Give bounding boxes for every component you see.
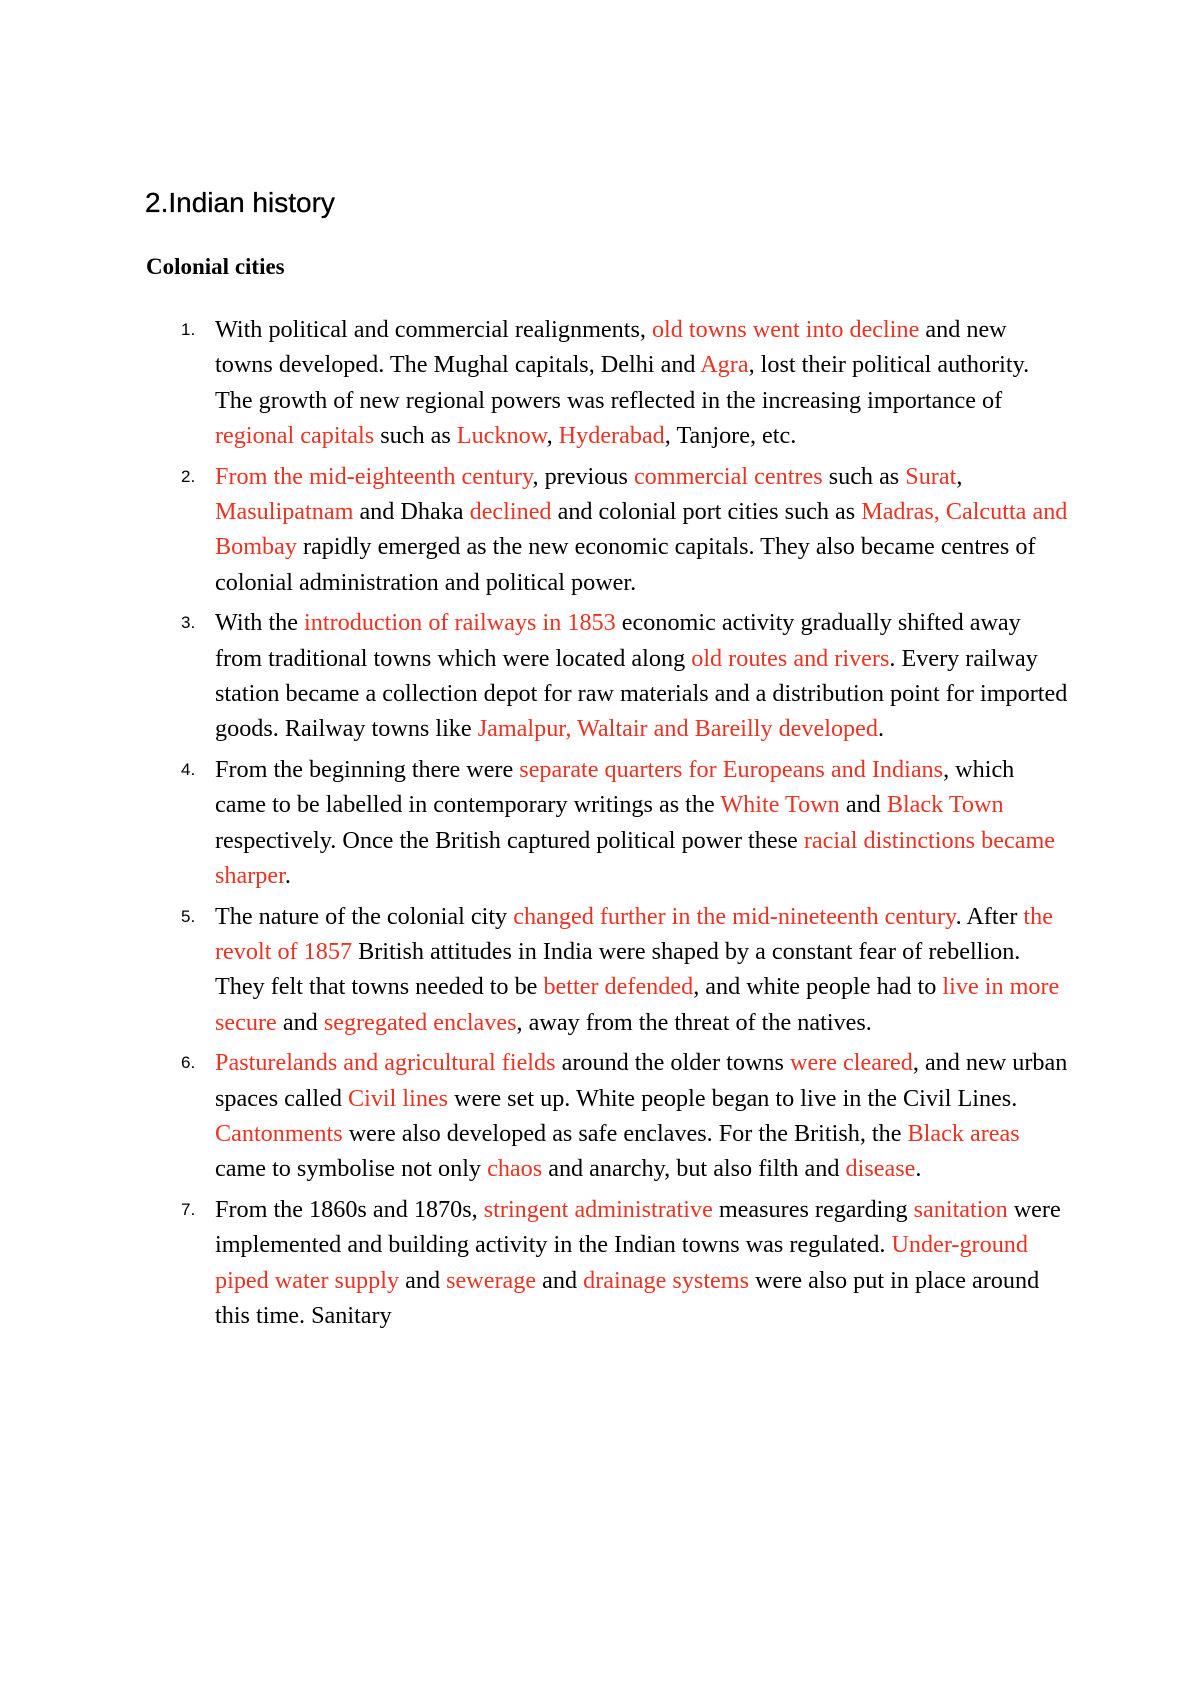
highlighted-text: Pasturelands and agricultural fields [215,1049,556,1077]
list-item [0,1045,1200,1187]
body-text: economic activity gradually shifted away from traditional towns which were located along [215,609,1021,672]
body-text: , lost their political authority. The growth of new regional powers was reflected in the increasing importance of [215,351,1030,414]
body-text: such as [822,462,906,490]
list-item-text [215,1049,1067,1182]
body-text: such as [374,422,457,450]
body-text: and [839,791,887,819]
highlighted-text: Cantonments [215,1119,343,1147]
body-text: , Tanjore, etc. [664,422,797,450]
list-item [0,605,1200,747]
body-text: The nature of the colonial city [215,902,514,930]
highlighted-text: Surat [905,462,957,490]
body-text: , and new urban spaces called [215,1049,1068,1112]
highlighted-text: stringent administrative [483,1195,713,1223]
section-heading: Colonial cities [146,254,285,279]
highlighted-text: were cleared [789,1049,913,1077]
list-item [0,752,1200,894]
body-text: , [956,462,963,490]
highlighted-text: commercial centres [633,462,823,490]
highlighted-text: live in more secure [215,973,1060,1036]
body-text: From the beginning there were [215,755,520,783]
body-text: . [915,1155,922,1183]
body-text: British attitudes in India were shaped by a constant fear of rebellion. They felt that towns needed to be [215,937,1021,1001]
list-item-text [215,463,1067,596]
body-text: were also developed as safe enclaves. For the British, the [342,1119,908,1147]
list-item [0,899,1200,1041]
highlighted-text: drainage systems [583,1266,750,1294]
list-item-number: 4. [181,759,196,779]
body-text: . After [955,902,1024,930]
body-text: rapidly emerged as the new economic capitals. They also became centres of colonial administration and political power. [215,533,1036,596]
body-text: came to symbolise not only [215,1155,488,1183]
highlighted-text: separate quarters for Europeans and Indians [519,755,944,783]
highlighted-text: Agra [700,351,749,379]
highlighted-text: changed further in the mid-nineteenth century [513,902,956,930]
highlighted-text: sewerage [446,1266,537,1294]
highlighted-text: sanitation [913,1195,1008,1223]
body-text: around the older towns [555,1049,790,1077]
highlighted-text: Lucknow [456,422,547,450]
body-text: . Every railway station became a collection depot for raw materials and a distribution point for imported goods. Railway towns like [215,644,1068,743]
highlighted-text: Hyderabad [558,422,665,450]
list-item-text [215,756,1055,889]
highlighted-text: chaos [487,1155,543,1183]
body-text: , away from the threat of the natives. [516,1008,872,1036]
highlighted-text: Jamalpur, Waltair and Bareilly developed [477,715,878,743]
list-item [0,312,1200,454]
highlighted-text: old towns went into decline [651,316,920,343]
list-item [0,1192,1200,1334]
body-text: and colonial port cities such as [551,498,862,526]
highlighted-text: Civil lines [347,1084,449,1112]
body-text: and Dhaka [353,498,470,526]
body-text: . [284,862,291,890]
highlighted-text: White Town [720,791,840,819]
body-text: were implemented and building activity in the Indian towns was regulated. [215,1195,1061,1259]
highlighted-text: introduction of railways in 1853 [304,609,616,637]
list-item-text [215,609,1067,742]
list-item-text [215,316,1029,449]
body-text: With the [215,609,305,637]
highlighted-text: Black Town [886,791,1004,819]
numbered-list [0,312,1200,1338]
list-item-number: 7. [181,1199,196,1219]
highlighted-text: Masulipatnam [215,498,354,526]
highlighted-text: the revolt of 1857 [215,902,1053,965]
highlighted-text: From the mid-eighteenth century [215,462,533,490]
highlighted-text: Madras, Calcutta and Bombay [215,498,1068,561]
highlighted-text: regional capitals [215,422,375,450]
body-text: and [536,1266,584,1294]
body-text: and anarchy, but also filth and [542,1155,846,1183]
highlighted-text: Under-ground piped water supply [215,1231,1028,1294]
page-title: 2.Indian history [145,187,335,218]
highlighted-text: disease [845,1155,916,1183]
list-item-number: 1. [181,320,196,339]
list-item-number: 5. [181,906,196,926]
body-text: . [877,715,885,743]
list-item-number: 2. [181,466,196,486]
list-item-number: 6. [181,1053,196,1073]
list-item-number: 3. [181,613,196,633]
body-text: and new towns developed. The Mughal capitals, Delhi and [215,316,1007,379]
body-text: were also put in place around this time. Sanitary [215,1266,1040,1329]
highlighted-text: racial distinctions became sharper [215,826,1055,890]
body-text: and [276,1008,324,1036]
list-item [0,459,1200,601]
body-text: , which came to be labelled in contemporary writings as the [215,755,1015,819]
body-text: measures regarding [712,1195,914,1223]
highlighted-text: Black areas [907,1119,1020,1147]
highlighted-text: segregated enclaves [323,1008,517,1036]
highlighted-text: better defended [543,973,694,1001]
list-item-text [215,903,1059,1036]
body-text: and [399,1266,447,1294]
list-item-text [215,1196,1061,1329]
highlighted-text: old routes and rivers [691,644,890,672]
body-text: were set up. White people began to live in the Civil Lines. [448,1084,1018,1112]
body-text: From the 1860s and 1870s, [215,1195,484,1223]
body-text: , [546,422,559,450]
highlighted-text: declined [469,498,552,526]
body-text: With political and commercial realignments, [215,316,652,343]
body-text: respectively. Once the British captured political power these [215,826,804,854]
body-text: , and white people had to [693,973,943,1001]
body-text: , previous [532,462,634,490]
